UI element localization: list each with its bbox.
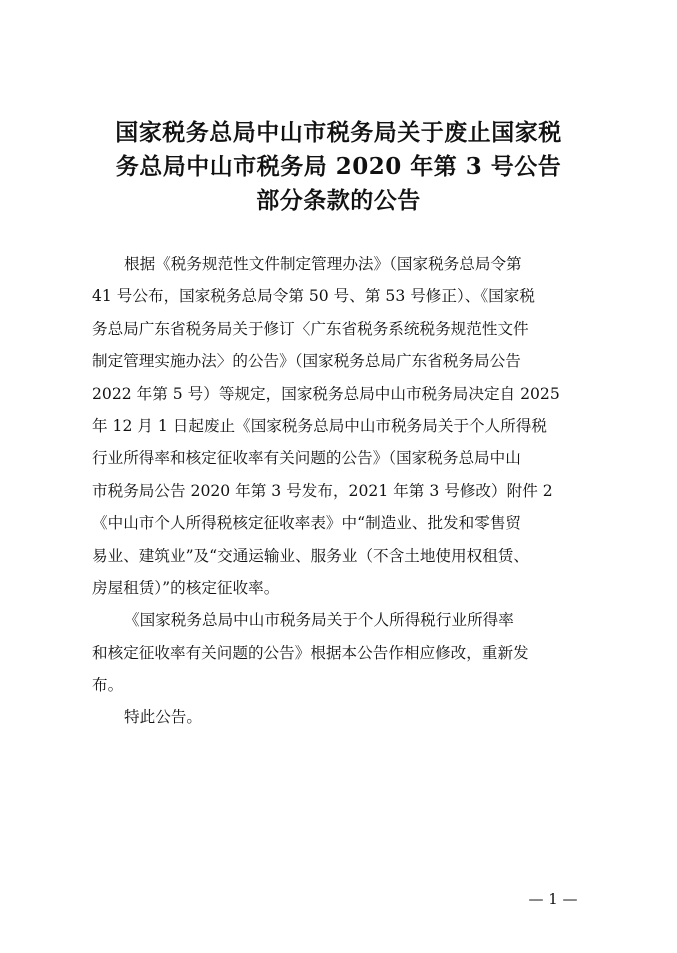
paragraph-line: 市税务局公告 2020 年第 3 号发布，2021 年第 3 号修改）附件 2 — [92, 481, 553, 500]
paragraph-line: 行业所得率和核定征收率有关问题的公告》（国家税务总局中山 — [92, 449, 521, 468]
title-line: 务总局中山市税务局 2020 年第 3 号公告 — [115, 153, 562, 180]
paragraph-line: 《国家税务总局中山市税务局关于个人所得税行业所得率 — [124, 611, 514, 630]
paragraph-line: 2022 年第 5 号）等规定，国家税务总局中山市税务局决定自 2025 — [92, 384, 560, 403]
paragraph-line: 和核定征收率有关问题的公告》根据本公告作相应修改，重新发 — [92, 643, 529, 662]
title-line: 部分条款的公告 — [256, 187, 421, 214]
paragraph-line: 年 12 月 1 日起废止《国家税务总局中山市税务局关于个人所得税 — [92, 416, 548, 435]
paragraph-line: 务总局广东省税务局关于修订〈广东省税务系统税务规范性文件 — [92, 319, 529, 338]
paragraph-line: 《中山市个人所得税核定征收率表》中“制造业、批发和零售贸 — [92, 514, 522, 533]
paragraph-line: 制定管理实施办法〉的公告》（国家税务总局广东省税务局公告 — [92, 352, 521, 371]
paragraph-line: 房屋租赁）”的核定征收率。 — [92, 578, 280, 597]
document-body — [92, 248, 604, 734]
closing-line: 特此公告。 — [124, 708, 202, 727]
document-title — [60, 116, 617, 218]
title-line: 国家税务总局中山市税务局关于废止国家税 — [115, 119, 562, 146]
page-number: — 1 — — [528, 890, 578, 908]
paragraph-line: 根据《税务规范性文件制定管理办法》（国家税务总局令第 — [124, 255, 522, 273]
paragraph-line: 41 号公布，国家税务总局令第 50 号、第 53 号修正）、《国家税 — [92, 287, 535, 306]
paragraph-line: 布。 — [92, 676, 124, 695]
paragraph-line: 易业、建筑业”及“交通运输业、服务业（不含土地使用权租赁、 — [92, 546, 529, 565]
